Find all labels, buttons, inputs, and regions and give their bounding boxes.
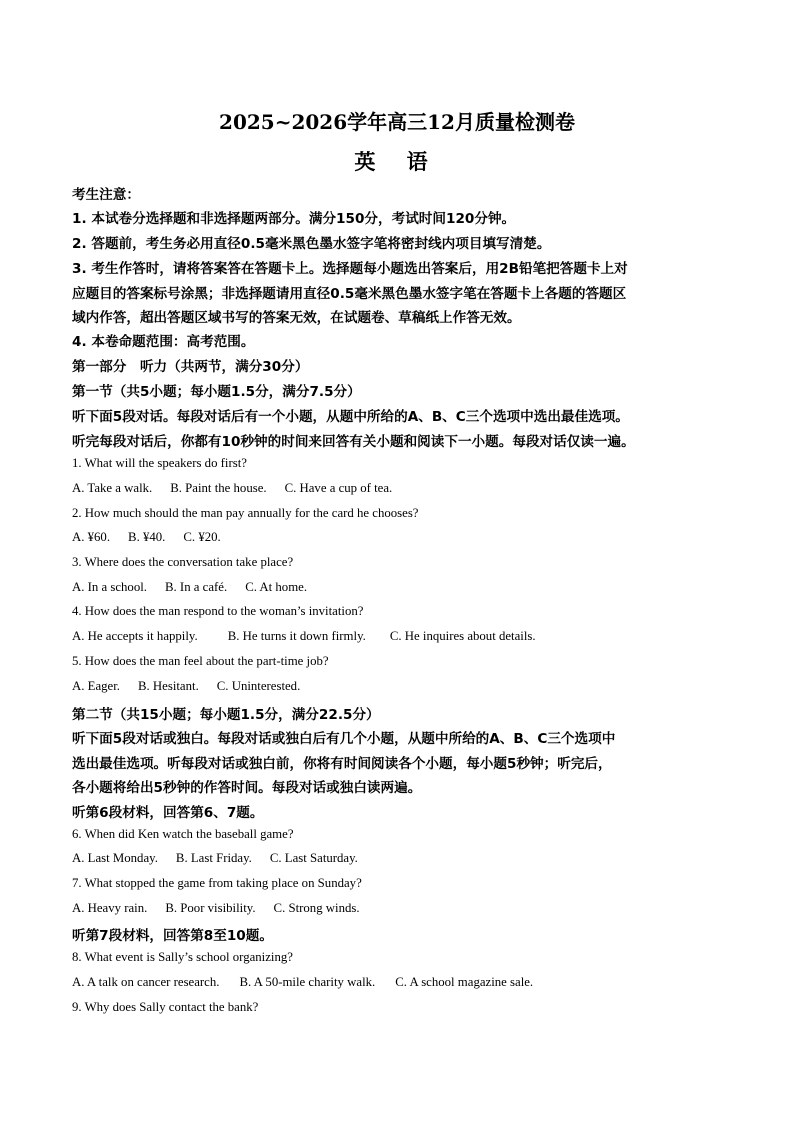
option-c[interactable]: C. Have a cup of tea.: [284, 481, 393, 495]
notice-item: 4. 本卷命题范围：高考范围。: [72, 334, 255, 350]
option-b[interactable]: B. He turns it down firmly.: [227, 629, 366, 643]
option-c[interactable]: C. Strong winds.: [273, 901, 360, 915]
question-5: 5. How does the man feel about the part-time job?: [72, 654, 329, 668]
options-row-5: [72, 679, 318, 694]
option-b[interactable]: B. Paint the house.: [170, 481, 267, 495]
option-b[interactable]: B. Hesitant.: [137, 679, 199, 693]
section1-instruction: 听下面5段对话。每段对话后有一个小题，从题中所给的A、B、C三个选项中选出最佳选项。: [72, 409, 629, 425]
question-3: 3. Where does the conversation take place?: [72, 555, 294, 569]
section2-instruction: 各小题将给出5秒钟的作答时间。每段对话或独白读两遍。: [72, 780, 422, 796]
options-row-4: [72, 629, 554, 644]
question-6: 6. When did Ken watch the baseball game?: [72, 827, 294, 841]
material-6-heading: 听第6段材料，回答第6、7题。: [72, 805, 264, 821]
question-7: 7. What stopped the game from taking place on Sunday?: [72, 876, 362, 890]
option-a[interactable]: A. Eager.: [72, 679, 120, 693]
option-b[interactable]: B. Poor visibility.: [165, 901, 256, 915]
options-row-2: [72, 530, 239, 545]
exam-title: 2025~2026学年高三12月质量检测卷: [219, 110, 575, 134]
notice-item: 1. 本试卷分选择题和非选择题两部分。满分150分，考试时间120分钟。: [72, 211, 516, 227]
option-b[interactable]: B. In a café.: [165, 580, 228, 594]
option-c[interactable]: C. At home.: [245, 580, 308, 594]
option-a[interactable]: A. In a school.: [72, 580, 147, 594]
notice-item: 3. 考生作答时，请将答案答在答题卡上。选择题每小题选出答案后，用2B铅笔把答题卡上对: [72, 261, 628, 277]
option-c[interactable]: C. A school magazine sale.: [395, 975, 534, 989]
section2-instruction: 听下面5段对话或独白。每段对话或独白后有几个小题，从题中所给的A、B、C三个选项中: [72, 731, 616, 747]
options-row-1: [72, 481, 410, 496]
notice-item: 域内作答，超出答题区域书写的答案无效，在试题卷、草稿纸上作答无效。: [72, 310, 521, 326]
options-row-6: [72, 851, 376, 866]
option-c[interactable]: C. Uninterested.: [216, 679, 301, 693]
section1-heading: 第一节（共5小题；每小题1.5分，满分7.5分）: [72, 384, 361, 400]
option-b[interactable]: B. Last Friday.: [175, 851, 252, 865]
section1-instruction: 听完每段对话后，你都有10秒钟的时间来回答有关小题和阅读下一小题。每段对话仅读一遍。: [72, 434, 635, 450]
notice-heading: 考生注意：: [72, 187, 140, 203]
option-c[interactable]: C. Last Saturday.: [269, 851, 358, 865]
option-b[interactable]: B. A 50-mile charity walk.: [239, 975, 376, 989]
options-row-3: [72, 580, 325, 595]
question-1: 1. What will the speakers do first?: [72, 456, 247, 470]
subject-title: 英 语: [354, 149, 440, 174]
question-8: 8. What event is Sally’s school organizing?: [72, 950, 293, 964]
option-c[interactable]: C. ¥20.: [183, 530, 221, 544]
question-4: 4. How does the man respond to the woman’s invitation?: [72, 604, 364, 618]
option-a[interactable]: A. ¥60.: [72, 530, 111, 544]
options-row-7: [72, 901, 378, 916]
notice-item: 2. 答题前，考生务必用直径0.5毫米黑色墨水签字笔将密封线内项目填写清楚。: [72, 236, 551, 252]
option-a[interactable]: A. Last Monday.: [72, 851, 158, 865]
section2-heading: 第二节（共15小题；每小题1.5分，满分22.5分）: [72, 707, 380, 723]
question-2: 2. How much should the man pay annually for the card he chooses?: [72, 506, 419, 520]
notice-item: 应题目的答案标号涂黑；非选择题请用直径0.5毫米黑色墨水签字笔在答题卡上各题的答题区: [72, 286, 627, 302]
option-a[interactable]: A. Heavy rain.: [72, 901, 148, 915]
option-c[interactable]: C. He inquires about details.: [389, 629, 536, 643]
section2-instruction: 选出最佳选项。听每段对话或独白前，你将有时间阅读各个小题，每小题5秒钟；听完后，: [72, 756, 612, 772]
option-b[interactable]: B. ¥40.: [128, 530, 166, 544]
option-a[interactable]: A. A talk on cancer research.: [72, 975, 220, 989]
part1-heading: 第一部分 听力（共两节，满分30分）: [72, 359, 309, 375]
material-7-heading: 听第7段材料，回答第8至10题。: [72, 928, 273, 944]
option-a[interactable]: A. He accepts it happily.: [72, 629, 198, 643]
options-row-8: [72, 975, 551, 990]
question-9: 9. Why does Sally contact the bank?: [72, 1000, 259, 1014]
option-a[interactable]: A. Take a walk.: [72, 481, 153, 495]
